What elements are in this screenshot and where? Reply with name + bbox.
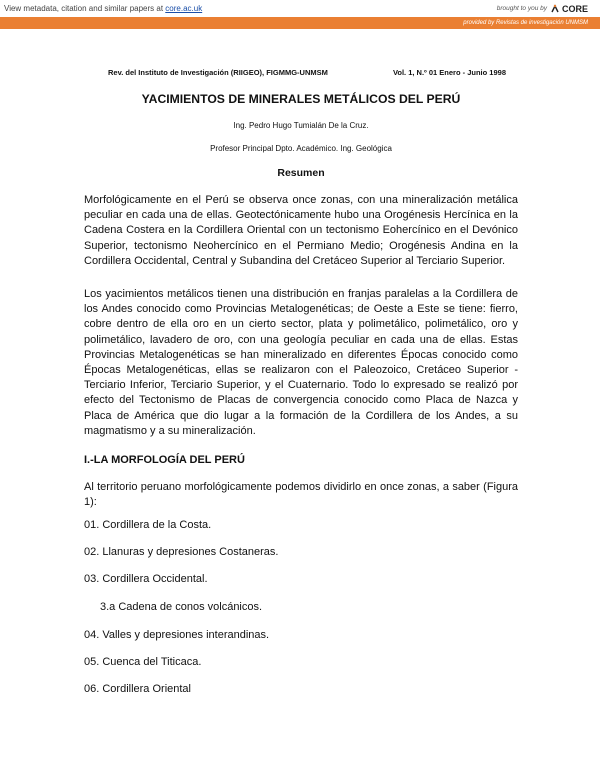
list-item: 02. Llanuras y depresiones Costaneras. — [84, 546, 279, 558]
list-item: 04. Valles y depresiones interandinas. — [84, 629, 270, 641]
provided-by-text: provided by Revistas de investigación UNMSM — [463, 20, 588, 26]
core-logo[interactable] — [550, 4, 588, 14]
list-item: 05. Cuenca del Titicaca. — [84, 656, 202, 668]
section-heading: I.-LA MORFOLOGÍA DEL PERÚ — [84, 454, 245, 466]
brought-by-text: brought to you by — [496, 5, 547, 12]
author-line: Ing. Pedro Hugo Tumialán De la Cruz. — [233, 121, 369, 130]
abstract-paragraph-2: Los yacimientos metálicos tienen una distribución en franjas paralelas a la Cordillera de los Andes conocido como Provincias Metalogenéticas; de Oeste a Este se tiene: fierro, cobre dentro de ella oro en un cierto sector, plata y polimetálico, polimetálico, oro y polimetálico, lavadero de oro, con una geología peculiar en cada una de ellas. Estas Provincias Metalogenéticas se han mineralizado en diferentes Épocas conocido como Épocas Metalogenéticas, ellas se realizaron con el Paleozoico, Cretáceo Superior - Terciario Inferior, Terciario Superior, y el Cuaternario. Todo lo expresado se realizó por efecto del Tectonismo de Placas de convergencia conocido como Placa de Nazca y Placa de América que dio lugar a la formación de la Cordillera de los Andes, a su magmatismo y a su mineralización. — [84, 288, 518, 437]
core-banner — [0, 0, 600, 17]
list-item: 06. Cordillera Oriental — [84, 683, 191, 695]
metadata-text: View metadata, citation and similar papers at — [4, 4, 166, 13]
journal-name: Rev. del Instituto de Investigación (RIIGEO), FIGMMG-UNMSM — [108, 68, 328, 77]
provider-bar — [0, 17, 600, 29]
core-logo-icon — [550, 4, 560, 14]
abstract-heading: Resumen — [277, 167, 325, 179]
list-subitem: 3.a Cadena de conos volcánicos. — [100, 601, 263, 613]
paper-title: YACIMIENTOS DE MINERALES METÁLICOS DEL PERÚ — [141, 92, 461, 106]
list-item: 03. Cordillera Occidental. — [84, 573, 208, 585]
abstract-paragraph-1: Morfológicamente en el Perú se observa once zonas, con una mineralización metálica peculiar en cada una de ellas. Geotectónicamente hubo una Orogénesis Hercínica en la Cadena Costera en la Cordillera Oriental con un tectonismo Eohercínico en el Devónico Superior, tectonismo Neohercínico en el Permiano Medio; Orogénesis Andina en la Cordillera Occidental, Central y Subandina del Cretáceo Superior al Terciario Superior. — [84, 194, 518, 267]
journal-volume: Vol. 1, N.º 01 Enero - Junio 1998 — [392, 68, 506, 77]
core-attribution[interactable] — [497, 4, 588, 14]
core-link[interactable]: core.ac.uk — [165, 4, 203, 13]
list-item: 01. Cordillera de la Costa. — [84, 519, 212, 531]
core-label: CORE — [561, 3, 588, 14]
running-header — [108, 68, 518, 77]
section-intro: Al territorio peruano morfológicamente podemos dividirlo en once zonas, a saber (Figura 1): — [84, 481, 518, 509]
affiliation-line: Profesor Principal Dpto. Académico. Ing. Geológica — [210, 144, 392, 153]
metadata-notice — [4, 4, 202, 13]
